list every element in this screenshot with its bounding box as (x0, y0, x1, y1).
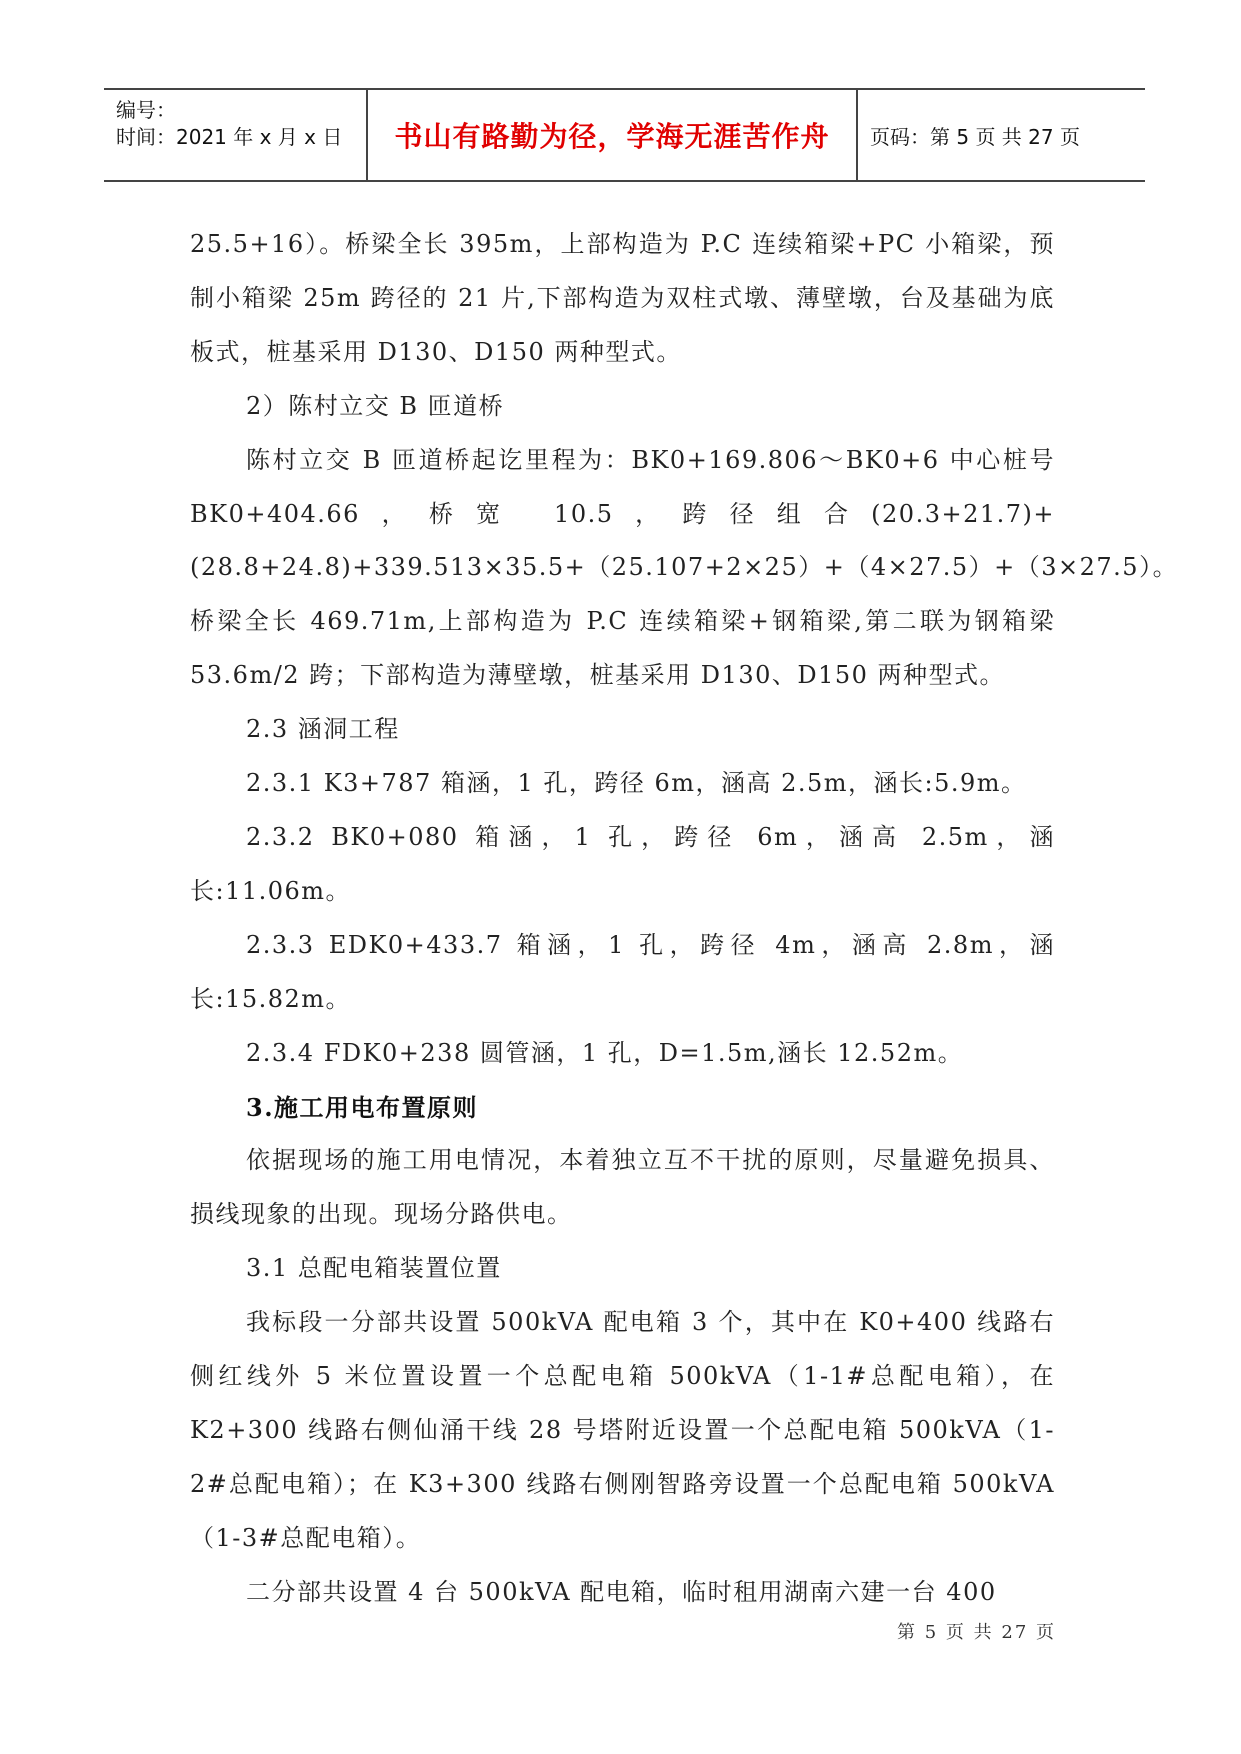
list-item: 2.3.4 FDK0+238 圆管涵，1 孔，D=1.5m,涵长 12.52m。 (246, 1038, 964, 1067)
header-motto: 书山有路勤为径，学海无涯苦作舟 (394, 120, 830, 153)
header-page-label: 页码：第 5 页 共 27 页 (870, 124, 1080, 149)
body-paragraph: 25.5+16）。桥梁全长 395m，上部构造为 P.C 连续箱梁+PC 小箱梁，预制小箱梁 25m 跨径的 21 片,下部构造为双柱式墩、薄壁墩，台及基础为底板式，桩基采用 D130、D150 两种型式。 (190, 230, 1055, 366)
page-header (104, 88, 1145, 182)
header-page-cell (858, 90, 1145, 180)
list-item: 2.3.1 K3+787 箱涵，1 孔，跨径 6m，涵高 2.5m，涵长:5.9m。 (246, 769, 1027, 798)
list-item: 2.3.3 EDK0+433.7 箱涵，1 孔，跨径 4m，涵高 2.8m，涵长:15.82m。 (190, 930, 1055, 1013)
body-paragraph: 我标段一分部共设置 500kVA 配电箱 3 个，其中在 K0+400 线路右侧红线外 5 米位置设置一个总配电箱 500kVA（1-1#总配电箱），在 K2+300 线路右侧仙涌干线 28 号塔附近设置一个总配电箱 500kVA（1-2#总配电箱）；在 K3+300 线路右侧刚智路旁设置一个总配电箱 500kVA（1-3#总配电箱）。 (190, 1308, 1055, 1552)
section-subheading: 2.3 涵洞工程 (246, 715, 400, 744)
body-paragraph: 陈村立交 B 匝道桥起讫里程为：BK0+169.806～BK0+6 中心桩号 BK0+404.66，桥宽 10.5，跨径组合(20.3+21.7)+(28.8+24.8)+339.513×35.5+（25.107+2×25）+（4×27.5）+（3×27.5）。桥梁全长 469.71m,上部构造为 P.C 连续箱梁+钢箱梁,第二联为钢箱梁 53.6m/2 跨；下部构造为薄壁墩，桩基采用 D130、D150 两种型式。 (190, 445, 1179, 690)
list-item: 2.3.2 BK0+080 箱涵，1 孔，跨径 6m，涵高 2.5m，涵长:11.06m。 (190, 822, 1055, 905)
body-paragraph: 依据现场的施工用电情况，本着独立互不干扰的原则，尽量避免损具、损线现象的出现。现场分路供电。 (190, 1146, 1055, 1229)
document-number-label: 编号： (116, 98, 176, 122)
section-subheading: 2）陈村立交 B 匝道桥 (246, 391, 505, 420)
body-paragraph: 二分部共设置 4 台 500kVA 配电箱，临时租用湖南六建一台 400 (246, 1577, 997, 1606)
document-time-label: 时间：2021 年 x 月 x 日 (116, 125, 343, 149)
header-meta (104, 90, 368, 180)
header-motto-cell (368, 90, 858, 180)
document-body (190, 218, 1179, 1620)
section-heading: 3.施工用电布置原则 (246, 1092, 479, 1122)
page-footer: 第 5 页 共 27 页 (897, 1622, 1056, 1643)
section-subheading: 3.1 总配电箱装置位置 (246, 1254, 502, 1283)
